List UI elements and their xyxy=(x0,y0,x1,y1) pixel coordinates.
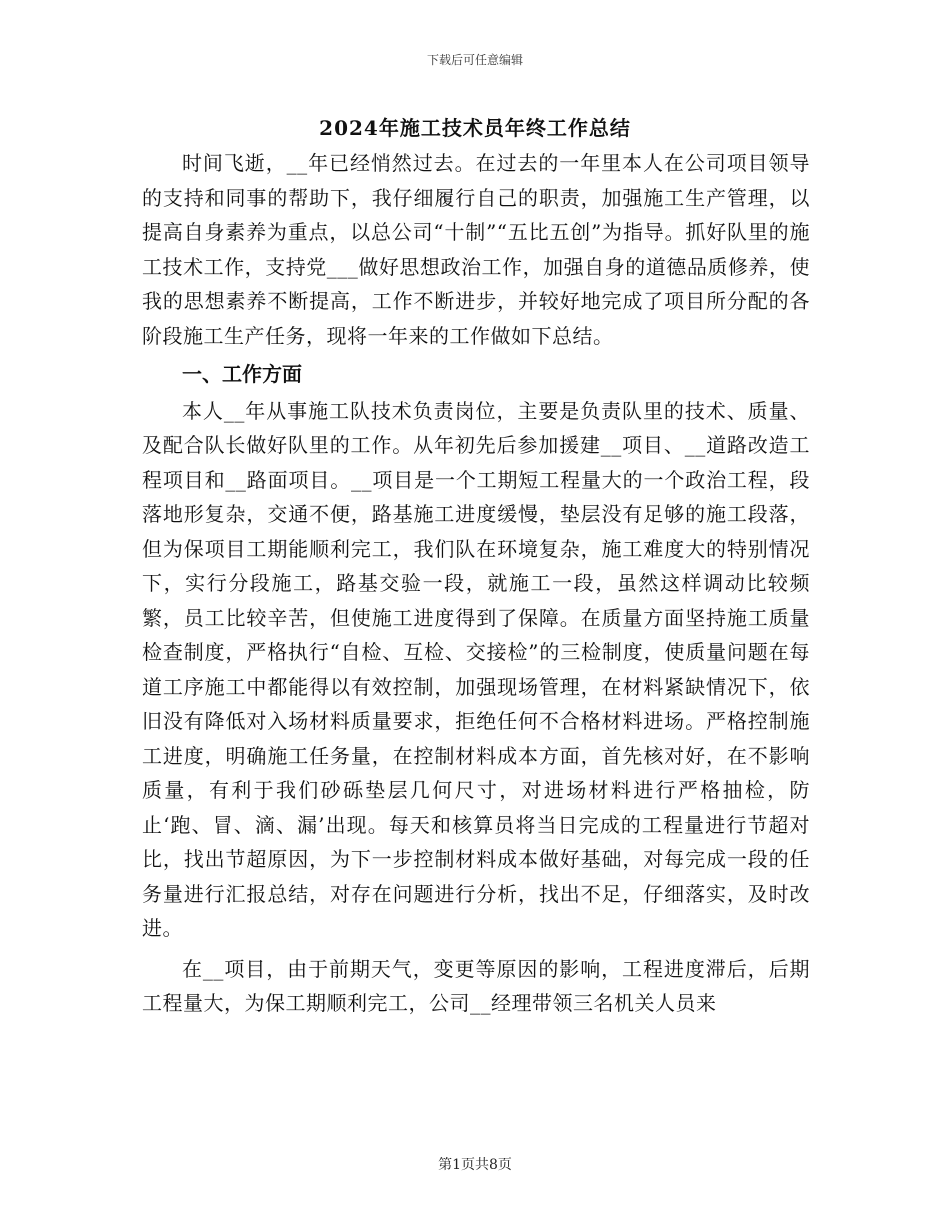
work-paragraph-1: 本人__年从事施工队技术负责岗位，主要是负责队里的技术、质量、及配合队长做好队里的工作。从年初先后参加援建__项目、__道路改造工程项目和__路面项目。__项目是一个工期短工程量大的一个政治工程，段落地形复杂，交通不便，路基施工进度缓慢，垫层没有足够的施工段落，但为保项目工期能顺利完工，我们队在环境复杂，施工难度大的特别情况下，实行分段施工，路基交验一段，就施工一段，虽然这样调动比较频繁，员工比较辛苦，但使施工进度得到了保障。在质量方面坚持施工质量检查制度，严格执行“自检、互检、交接检”的三检制度，使质量问题在每道工序施工中都能得以有效控制，加强现场管理，在材料紧缺情况下，依旧没有降低对入场材料质量要求，拒绝任何不合格材料进场。严格控制施工进度，明确施工任务量，在控制材料成本方面，首先核对好，在不影响质量，有利于我们砂砾垫层几何尺寸，对进场材料进行严格抽检，防止‘跑、冒、滴、漏’出现。每天和核算员将当日完成的工程量进行节超对比，找出节超原因，为下一步控制材料成本做好基础，对每完成一段的任务量进行汇报总结，对存在问题进行分析，找出不足，仔细落实，及时改进。 xyxy=(142,398,810,940)
section-heading-work: 一、工作方面 xyxy=(182,362,302,386)
intro-paragraph: 时间飞逝，__年已经悄然过去。在过去的一年里本人在公司项目领导的支持和同事的帮助下，我仔细履行自己的职责，加强施工生产管理，以提高自身素养为重点，以总公司“十制”“五比五创”为指导。抓好队里的施工技术工作，支持党___做好思想政治工作，加强自身的道德品质修养，使我的思想素养不断提高，工作不断进步，并较好地完成了项目所分配的各阶段施工生产任务，现将一年来的工作做如下总结。 xyxy=(142,151,810,348)
document-title: 2024年施工技术员年终工作总结 xyxy=(319,116,631,140)
page-footer: 第1页共8页 xyxy=(438,1157,512,1173)
document-body xyxy=(142,146,810,1021)
page-header: 下载后可任意编辑 xyxy=(426,53,523,67)
work-paragraph-2: 在__项目，由于前期天气，变更等原因的影响，工程进度滞后，后期工程量大，为保工期顺利完工，公司__经理带领三名机关人员来 xyxy=(142,956,810,1015)
